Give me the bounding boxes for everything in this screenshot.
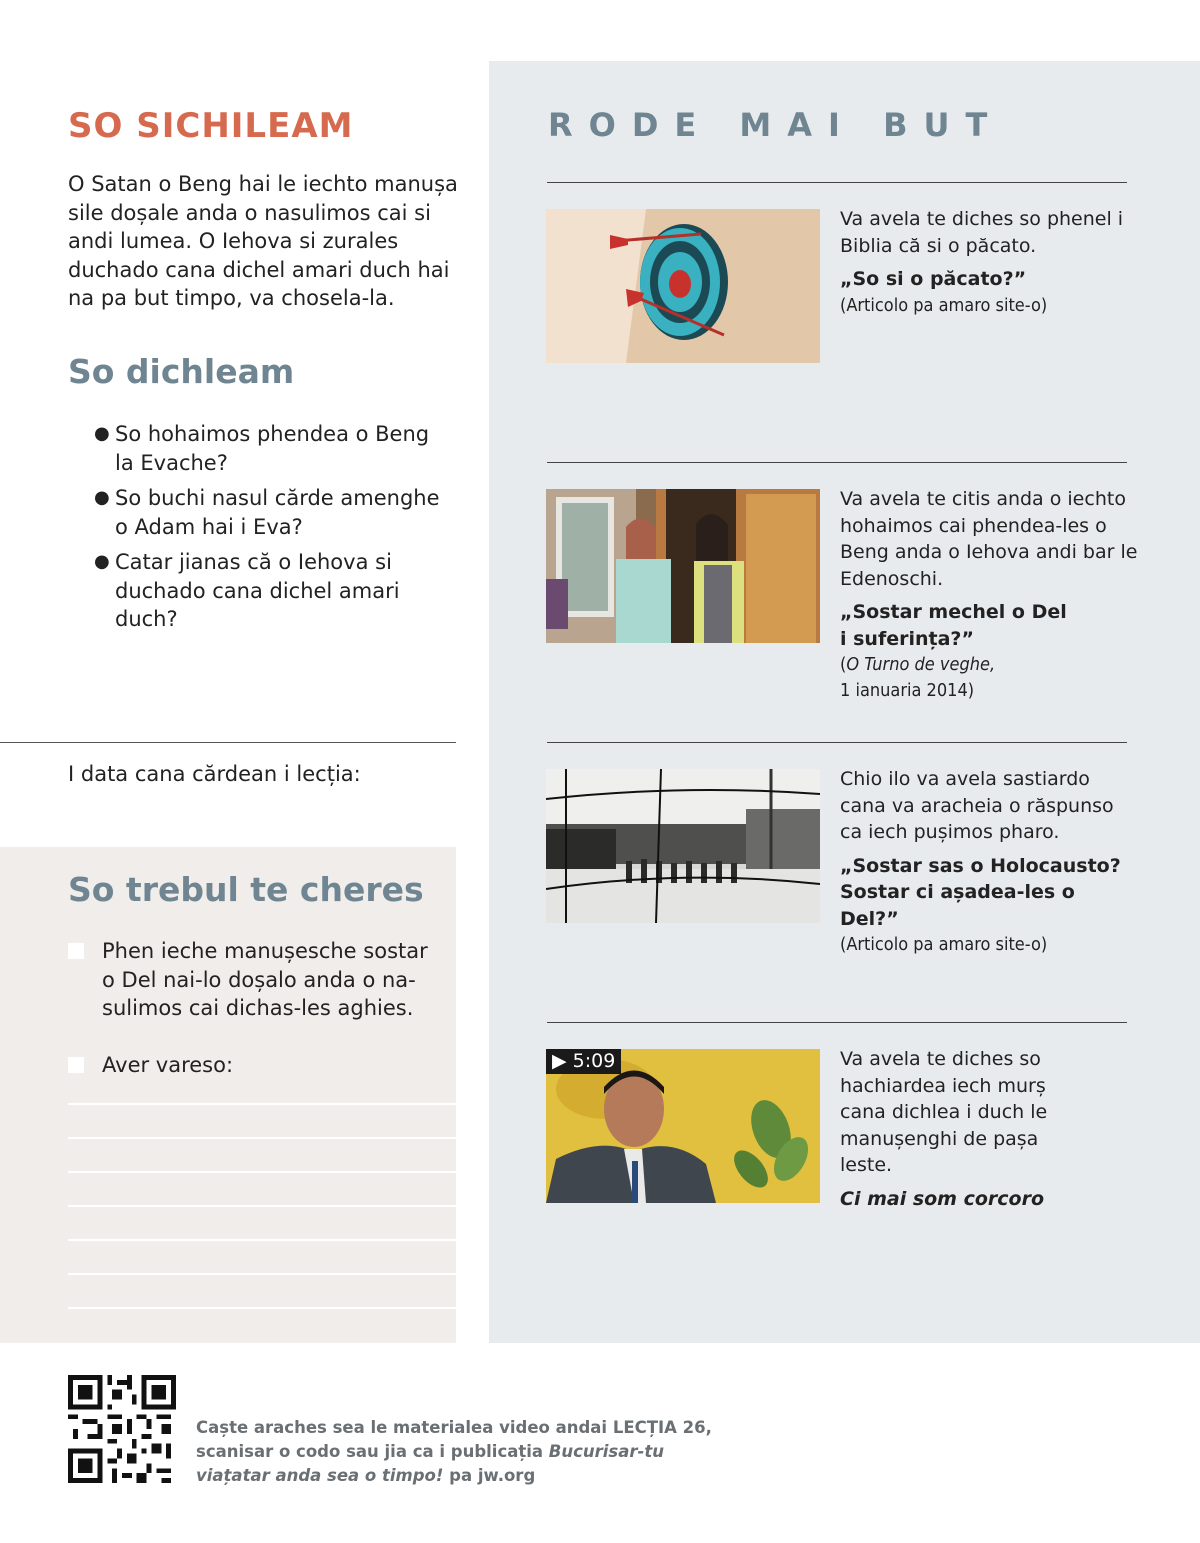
resource-item: Va avela te citis anda o iechto hohaimos cai phendea-les o Beng anda o Iehova andi bar le Edenoschi. „Sostar mechel o Del i suferința?” (O Turno de veghe, 1 ianuaria 2014) — [840, 486, 1140, 704]
video-link[interactable]: Ci mai som corcoro — [840, 1187, 1045, 1210]
play-icon: ▶ — [552, 1050, 567, 1072]
resource-link[interactable]: „So si o păcato?” — [840, 268, 1027, 290]
bullet-icon: ● — [94, 423, 110, 444]
review-question: ● Catar jianas că o Iehova si duchado cana dichel amari duch? — [94, 550, 400, 631]
camp-photo-image[interactable] — [546, 769, 820, 923]
women-at-door-image[interactable] — [546, 489, 820, 643]
writing-line[interactable] — [68, 1205, 456, 1207]
video-thumbnail[interactable] — [546, 1049, 820, 1203]
divider — [0, 742, 456, 743]
review-question-list — [94, 420, 454, 641]
resource-item: Chio ilo va avela sastiardo cana va aracheia o răspunso ca iech pușimos pharo. „Sostar sas o Holocausto? Sostar ci așadea-les o Del?” (Articolo pa amaro site-o) — [840, 766, 1140, 958]
resource-link[interactable]: „Sostar sas o Holocausto? Sostar ci așadea-les o Del?” — [840, 854, 1121, 930]
footer-note: Cașt​e araches sea le materialea video andai LECȚIA 26, scanisar o codo sau jia ca i publicația Bucurisar-tu viațatar anda sea o timpo! pa jw.org — [196, 1418, 712, 1485]
writing-line[interactable] — [68, 1239, 456, 1241]
task-heading: So trebul te cheres — [68, 870, 424, 909]
divider — [547, 742, 1127, 743]
task-item[interactable]: Aver vareso: — [68, 1051, 438, 1080]
divider — [547, 462, 1127, 463]
bullet-icon: ● — [94, 487, 110, 508]
qr-code[interactable] — [67, 1375, 177, 1483]
divider — [547, 1022, 1127, 1023]
target-image[interactable] — [546, 209, 820, 363]
resource-item: Va avela te diches so phenel i Biblia că si o păcato. „So si o păcato?” (Articolo pa amaro site-o) — [840, 206, 1140, 319]
review-question: ● So buchi nasul cărde amenghe o Adam hai i Eva? — [94, 486, 440, 539]
summary-heading: SO SICHILEAM — [68, 106, 354, 146]
divider — [547, 182, 1127, 183]
writing-line[interactable] — [68, 1171, 456, 1173]
lesson-date-label: I data cana cărdean i lecția: — [68, 762, 361, 786]
resource-item: Va avela te diches so hachiardea iech murș cana dichlea i duch le manușenghi de pașa leste. Ci mai som corcoro — [840, 1046, 1140, 1212]
writing-line[interactable] — [68, 1103, 456, 1105]
video-duration-badge: ▶ 5:09 — [546, 1049, 621, 1074]
bullet-icon: ● — [94, 551, 110, 572]
checkbox[interactable] — [68, 1057, 84, 1073]
task-item[interactable]: Phen ieche manușesche sostar o Del nai-lo doșalo anda o na-sulimos cai dichas-les aghies. — [68, 937, 438, 1023]
checkbox[interactable] — [68, 943, 84, 959]
review-heading: So dichleam — [68, 352, 295, 391]
review-question: ● So hohaimos phendea o Beng la Evache? — [94, 422, 430, 475]
writing-line[interactable] — [68, 1273, 456, 1275]
writing-line[interactable] — [68, 1307, 456, 1309]
resource-link[interactable]: „Sostar mechel o Del i suferința?” — [840, 601, 1067, 650]
summary-text: O Satan o Beng hai le iechto manușa sile doșale anda o nasulimos cai si andi lumea. O Iehova si zurales duchado cana dichel amari duch hai na pa but timpo, va choselа-la. — [68, 172, 458, 310]
more-heading: RODE MAI BUT — [548, 106, 1004, 144]
task-box — [0, 847, 456, 1343]
writing-line[interactable] — [68, 1137, 456, 1139]
